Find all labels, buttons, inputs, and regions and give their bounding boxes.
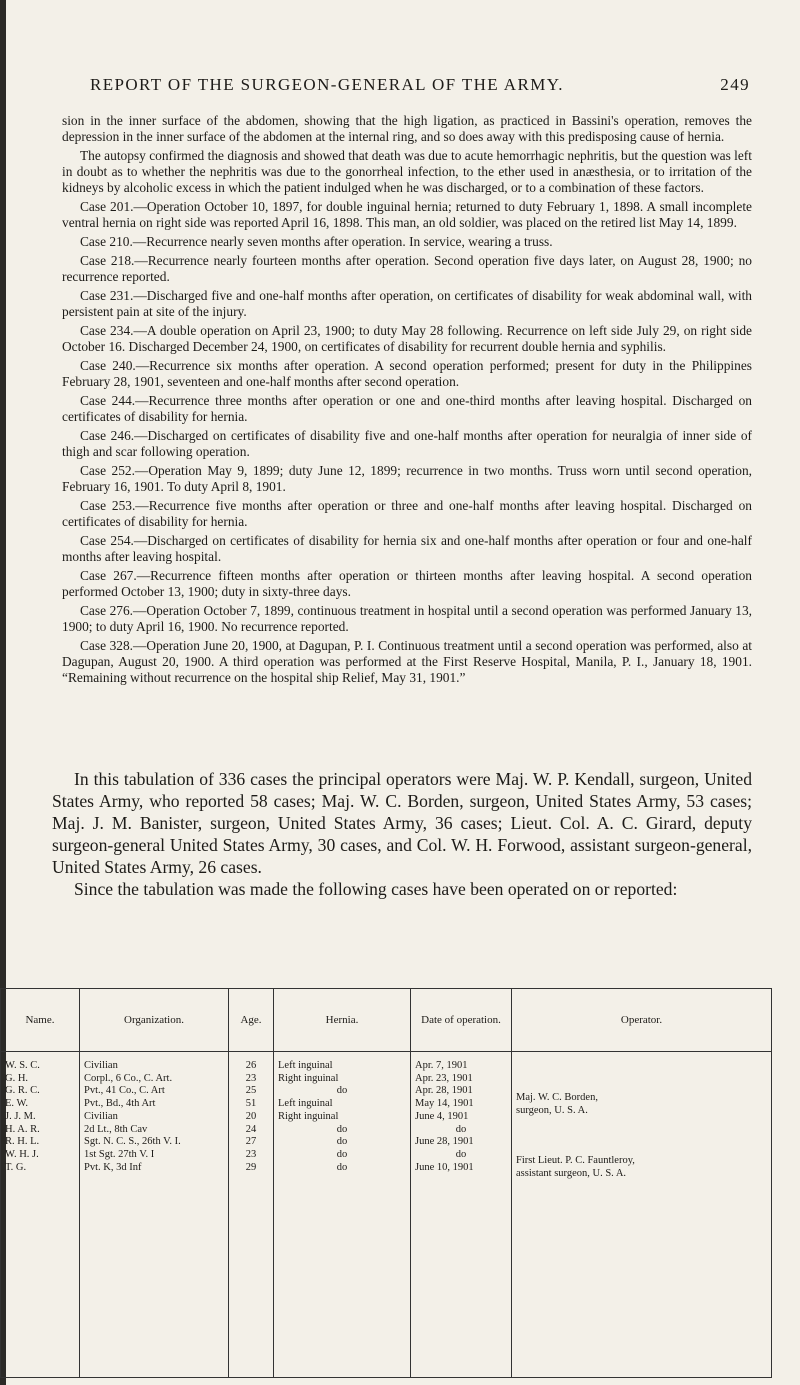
column-names [1,1052,80,1378]
cell-date: Apr. 28, 1901 [415,1085,473,1097]
summary-paragraph: In this tabulation of 336 cases the principal operators were Maj. W. P. Kendall, surgeon, United States Army, who reported 58 cases; Maj. W. C. Borden, surgeon, United States Army, 53 cases; Maj. J. M. Banister, surgeon, United States Army, 36 cases; Lieut. Col. A. C. Girard, deputy surgeon-general United States Army, 30 cases, and Col. W. H. Forwood, assistant surgeon-general, United States Army, 26 cases. [52,769,752,877]
cell-hernia: do [336,1085,348,1097]
cell-organization: Civilian [84,1060,118,1071]
col-header-operator: Operator. [512,989,772,1052]
cell-date: Apr. 23, 1901 [415,1072,473,1084]
cell-date: June 10, 1901 [415,1161,474,1173]
case-notes [62,113,752,689]
cell-organization: Civilian [84,1110,118,1122]
case-218: Case 218.—Recurrence nearly fourteen months after operation. Second operation five days later, on August 28, 1900; no recurrence reported. [62,253,752,284]
cell-organization: Corpl., 6 Co., C. Art. [84,1072,173,1084]
cell-organization: Pvt. K, 3d Inf [84,1161,142,1173]
cell-age: 24 [245,1123,257,1135]
cell-organization: 1st Sgt. 27th V. I [84,1148,155,1160]
cell-age: 20 [245,1110,257,1122]
case-244: Case 244.—Recurrence three months after operation or one and one-third months after leaving hospital. Discharged on certificates of disability for hernia. [62,393,752,424]
cell-age: 25 [245,1085,257,1097]
operator-fauntleroy: First Lieut. P. C. Fauntleroy, assistant surgeon, U. S. A. [516,1155,635,1180]
page-number: 249 [720,75,750,94]
case-210: Case 210.—Recurrence nearly seven months after operation. In service, wearing a truss. [80,234,553,249]
cell-age: 26 [245,1060,257,1071]
summary-text [52,768,752,900]
cell-hernia: Right inguinal [278,1110,339,1122]
cell-name: G. R. C. [5,1085,40,1097]
cell-age: 23 [245,1072,257,1084]
cell-date: do [455,1148,467,1160]
column-organizations [80,1052,229,1378]
header-title: REPORT OF THE SURGEON-GENERAL OF THE ARMY. [90,75,564,94]
cases-table [0,988,772,1378]
case-201: Case 201.—Operation October 10, 1897, for double inguinal hernia; returned to duty February 1, 1898. A small incomplete ventral hernia on right side was reported April 16, 1898. This man, an old soldier, was placed on the retired list May 14, 1899. [62,199,752,230]
cell-name: W. H. J. [5,1148,39,1160]
cell-name: T. G. [5,1161,27,1173]
case-252: Case 252.—Operation May 9, 1899; duty June 12, 1899; recurrence in two months. Truss worn until second operation, February 16, 1901. To duty April 8, 1901. [62,463,752,494]
cell-age: 23 [245,1148,257,1160]
cell-hernia: Left inguinal [278,1060,333,1071]
case-234: Case 234.—A double operation on April 23, 1900; to duty May 28 following. Recurrence on left side July 29, on right side October 16. Discharged December 24, 1900, on certificates of disability for recurrent double hernia and syphilis. [62,323,752,354]
column-dates [411,1052,512,1378]
case-240: Case 240.—Recurrence six months after operation. A second operation performed; present for duty in the Philippines February 28, 1901, seventeen and one-half months after second operation. [62,358,752,389]
cell-name: W. S. C. [5,1060,40,1071]
cell-organization: 2d Lt., 8th Cav [84,1123,148,1135]
operator-borden: Maj. W. C. Borden, surgeon, U. S. A. [516,1092,598,1116]
cell-hernia: Left inguinal [278,1098,333,1110]
col-header-age: Age. [229,989,274,1052]
cell-organization: Sgt. N. C. S., 26th V. I. [84,1136,181,1148]
col-header-date: Date of operation. [411,989,512,1052]
cell-hernia: do [336,1148,348,1160]
cell-date: May 14, 1901 [415,1098,474,1110]
case-253: Case 253.—Recurrence five months after operation or three and one-half months after leaving hospital. Discharged on certificates of disability for hernia. [62,498,752,529]
column-ages [229,1052,274,1378]
column-hernia [274,1052,411,1378]
paragraph: sion in the inner surface of the abdomen, showing that the high ligation, as practiced in Bassini's operation, removes the depression in the inner surface of the abdomen at the internal ring, and so does away with this predisposing cause of hernia. [62,113,752,144]
case-328: Case 328.—Operation June 20, 1900, at Dagupan, P. I. Continuous treatment until a second operation was performed, also at Dagupan, August 20, 1900. A third operation was performed at the First Reserve Hospital, Manila, P. I., January 18, 1901. “Remaining without recurrence on the hospital ship Relief, May 31, 1901.” [62,638,752,685]
cell-organization: Pvt., Bd., 4th Art [84,1098,156,1110]
column-operators [512,1052,772,1378]
cell-age: 29 [245,1161,257,1173]
cell-name: R. H. L. [5,1136,40,1148]
cell-hernia: do [336,1123,348,1135]
table-body [1,1052,772,1378]
case-246: Case 246.—Discharged on certificates of disability five and one-half months after operation for neuralgia of inner side of thigh and scar following operation. [62,428,752,459]
cell-date: June 28, 1901 [415,1136,474,1148]
cell-hernia: do [336,1161,348,1173]
case-267: Case 267.—Recurrence fifteen months after operation or thirteen months after leaving hospital. A second operation performed October 13, 1900; duty in sixty-three days. [62,568,752,599]
cell-hernia: Right inguinal [278,1072,339,1084]
cell-hernia: do [336,1136,348,1148]
col-header-organization: Organization. [80,989,229,1052]
cell-date: do [455,1123,467,1135]
cell-date: June 4, 1901 [415,1110,469,1122]
cell-organization: Pvt., 41 Co., C. Art [84,1085,165,1097]
col-header-name: Name. [1,989,80,1052]
cell-name: J. J. M. [5,1110,36,1122]
cell-name: G. H. [5,1072,29,1084]
summary-paragraph: Since the tabulation was made the following cases have been operated on or reported: [74,879,678,899]
cell-age: 51 [245,1098,257,1110]
paragraph: The autopsy confirmed the diagnosis and showed that death was due to acute hemorrhagic nephritis, but the question was left in doubt as to whether the nephritis was due to the gonorrheal infection, to the ether used in anæsthesia, or to irritation of the kidneys by alcoholic excess in which the patient indulged when he was discharged, or to a combination of these factors. [62,148,752,195]
cell-name: E. W. [5,1098,29,1110]
col-header-hernia: Hernia. [274,989,411,1052]
cell-age: 27 [245,1136,257,1148]
case-254: Case 254.—Discharged on certificates of disability for hernia six and one-half months after operation or four and one-half months after leaving hospital. [62,533,752,564]
cell-name: H. A. R. [5,1123,40,1135]
running-header [90,75,750,95]
case-231: Case 231.—Discharged five and one-half months after operation, on certificates of disability for weak abdominal wall, with persistent pain at site of the injury. [62,288,752,319]
table-header-row [1,989,772,1052]
cell-date: Apr. 7, 1901 [415,1060,468,1071]
case-276: Case 276.—Operation October 7, 1899, continuous treatment in hospital until a second operation was performed January 13, 1900; to duty April 16, 1900. No recurrence reported. [62,603,752,634]
